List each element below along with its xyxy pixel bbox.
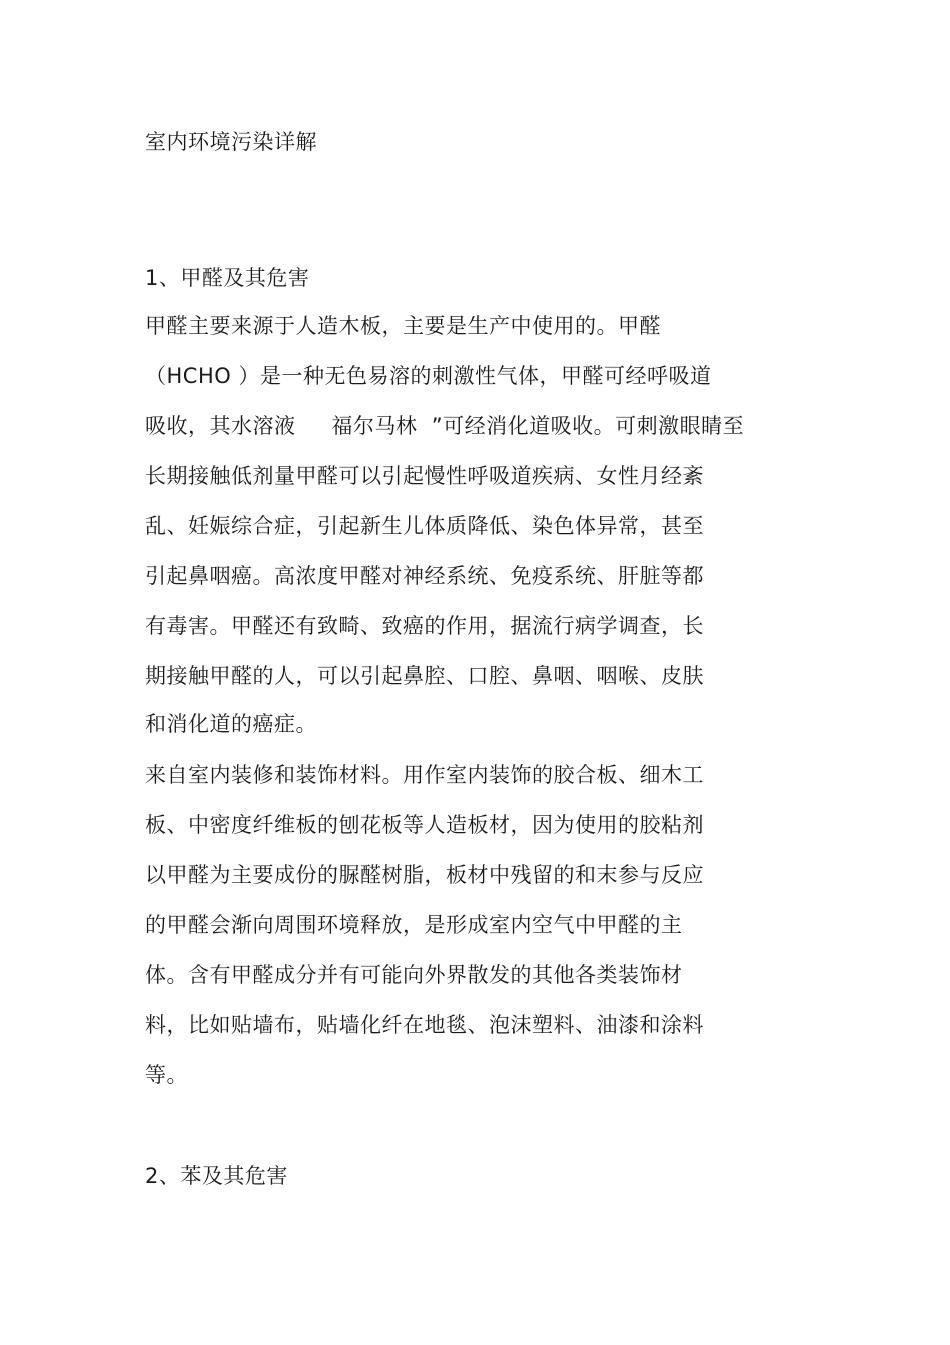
paragraph-line: 乱、妊娠综合症，引起新生儿体质降低、染色体异常，甚至	[145, 514, 704, 538]
paragraph-line: 体。含有甲醛成分并有可能向外界散发的其他各类装饰材	[145, 963, 683, 987]
paragraph-line: 来自室内装修和装饰材料。用作室内装饰的胶合板、细木工	[145, 763, 704, 787]
paragraph-line: 甲醛主要来源于人造木板，主要是生产中使用的。甲醛	[145, 314, 661, 338]
paragraph-line: （HCHO ）是一种无色易溶的刺激性气体，甲醛可经呼吸道	[145, 364, 712, 388]
paragraph-line: 以甲醛为主要成份的脲醛树脂，板材中残留的和末参与反应	[145, 863, 704, 887]
paragraph-line: 等。	[145, 1063, 188, 1087]
paragraph-line: 有毒害。甲醛还有致畸、致癌的作用，据流行病学调查，长	[145, 614, 704, 638]
paragraph-line: 引起鼻咽癌。高浓度甲醛对神经系统、免疫系统、肝脏等都	[145, 564, 704, 588]
paragraph-line: 料，比如贴墙布，贴墙化纤在地毯、泡沫塑料、油漆和涂料	[145, 1013, 704, 1037]
document-title: 室内环境污染详解	[145, 130, 317, 154]
section-heading-formaldehyde: 1、甲醛及其危害	[145, 266, 310, 290]
paragraph-line: 吸收，其水溶液 福尔马林 ”可经消化道吸收。可刺激眼睛至	[145, 414, 745, 438]
paragraph-line: 板、中密度纤维板的刨花板等人造板材，因为使用的胶粘剂	[145, 813, 704, 837]
paragraph-line: 的甲醛会渐向周围环境释放，是形成室内空气中甲醛的主	[145, 913, 683, 937]
paragraph-line: 期接触甲醛的人，可以引起鼻腔、口腔、鼻咽、咽喉、皮肤	[145, 664, 704, 688]
paragraph-line: 和消化道的癌症。	[145, 712, 317, 736]
section-heading-benzene: 2、苯及其危害	[145, 1164, 288, 1188]
paragraph-line: 长期接触低剂量甲醛可以引起慢性呼吸道疾病、女性月经紊	[145, 464, 704, 488]
